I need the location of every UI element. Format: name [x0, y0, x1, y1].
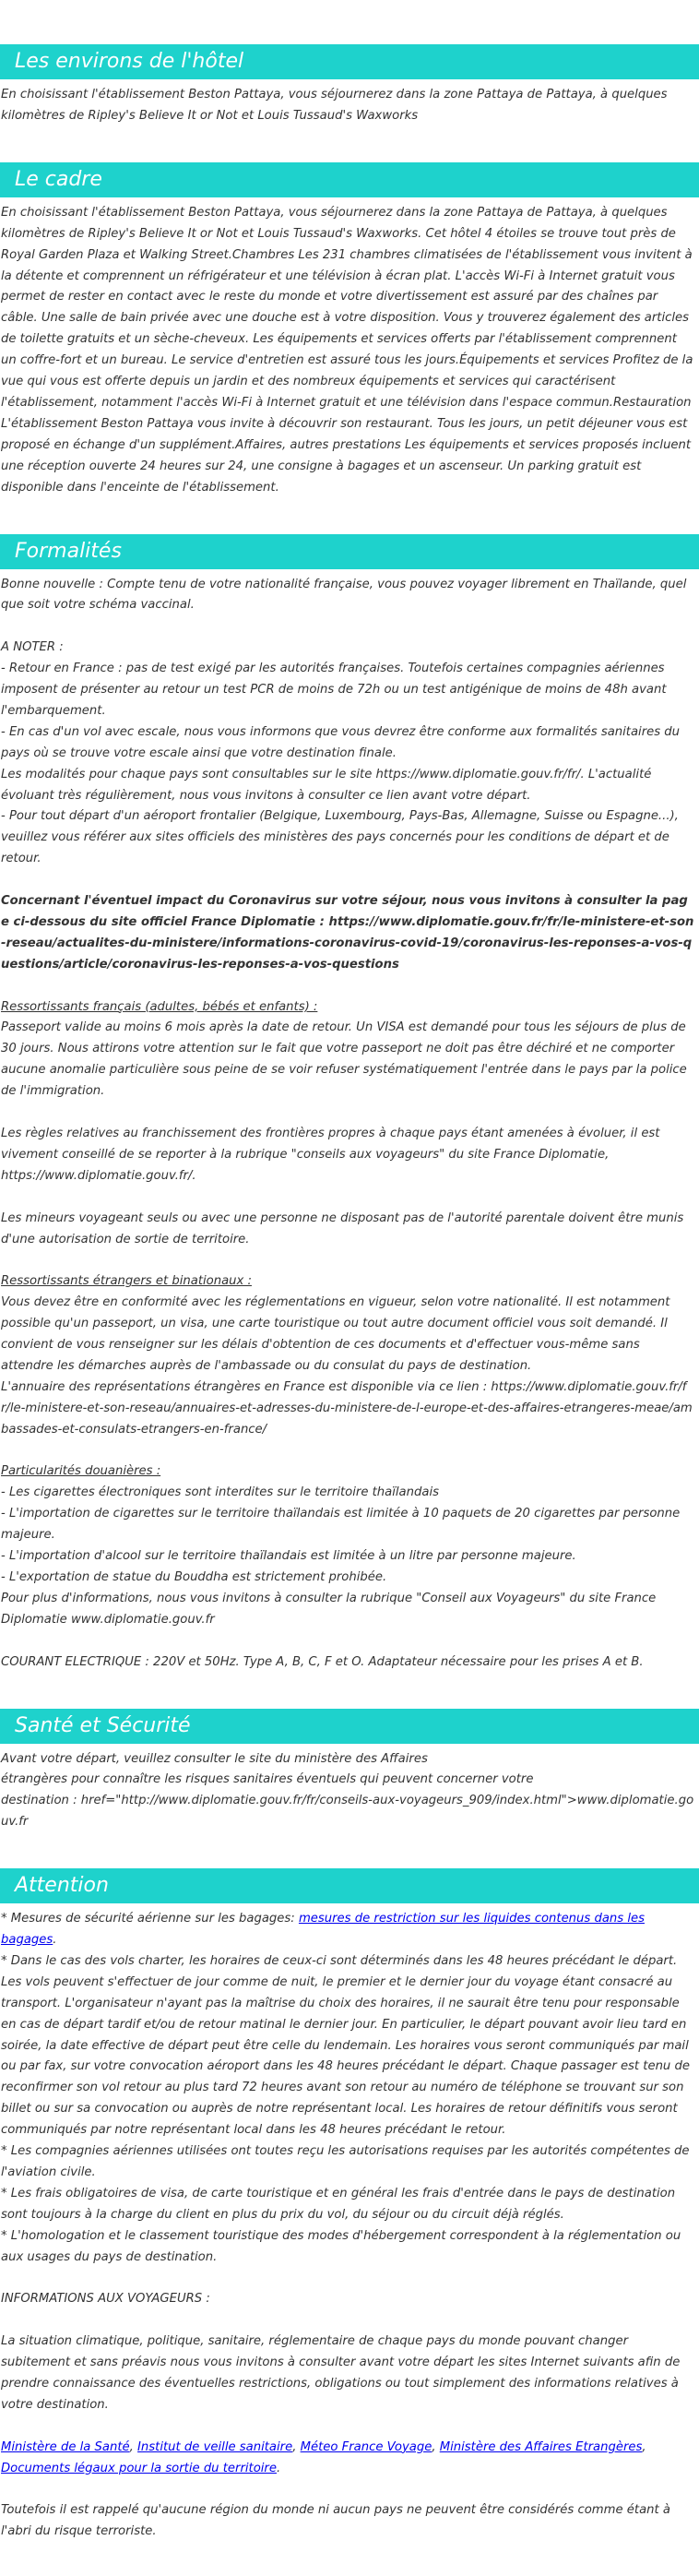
minors-text: Les mineurs voyageant seuls ou avec une personne ne disposant pas de l'autorité parentale doivent être munis d'une autorisation de sortie de territoire.: [1, 1210, 684, 1246]
section-title-cadre: Le cadre: [0, 162, 699, 197]
customs-line: - L'exportation de statue du Bouddha est strictement prohibée.: [1, 1569, 387, 1584]
section-environs: [0, 44, 699, 127]
environs-text: En choisissant l'établissement Beston Pattaya, vous séjournerez dans la zone Pattaya de Pattaya, à quelques kilomètres de Ripley's Believe It or Not et Louis Tussaud's Waxworks: [1, 88, 668, 123]
link-documents-legaux[interactable]: Documents légaux pour la sortie du territoire: [1, 2461, 277, 2475]
covid-notice: Concernant l'éventuel impact du Coronavirus sur votre séjour, nous vous invitons à consulter la page ci-dessous du site officiel France Diplomatie : https://www.diplomatie.gouv.fr/fr/le-ministere-et-son-reseau/actualites-du-ministere/informations-coronavirus-covid-19/coronavirus-les-reponses-a-vos-questions/article/coronavirus-les-reponses-a-vos-questions: [1, 894, 694, 972]
customs-line: - L'importation d'alcool sur le territoire thaïlandais est limitée à un litre par personne majeure.: [1, 1549, 576, 1564]
formalites-intro: Bonne nouvelle : Compte tenu de votre nationalité française, vous pouvez voyager librement en Thaïlande, quel que soit votre schéma vaccinal.: [1, 577, 687, 613]
official-links: Ministère de la Santé, Institut de veille sanitaire, Méteo France Voyage, Ministère des Affaires Etrangères, Documents légaux pour la sortie du territoire.: [1, 2439, 646, 2475]
sante-line: Avant votre départ, veuillez consulter le site du ministère des Affaires: [1, 1751, 428, 1766]
liquids-restriction-link[interactable]: mesures de restriction sur les liquides contenus dans les bagages: [1, 1912, 645, 1948]
customs-line: - Les cigarettes électroniques sont interdites sur le territoire thaïlandais: [1, 1485, 439, 1500]
french-nationals-text: Passeport valide au moins 6 mois après la date de retour. Un VISA est demandé pour tous les séjours de plus de 30 jours. Nous attirons votre attention sur le fait que votre passeport ne doit pas être déchiré et ne comporter aucune anomalie particulière sous peine de se voir refuser systématiquement l'entrée dans le pays par la police de l'immigration.: [1, 1020, 687, 1099]
customs-line: - L'importation de cigarettes sur le territoire thaïlandais est limitée à 10 paquets de 20 cigarettes par personne majeure.: [1, 1507, 681, 1543]
french-nationals-heading: Ressortissants français (adultes, bébés et enfants) :: [1, 999, 318, 1014]
homologation-text: * L'homologation et le classement touristique des modes d'hébergement correspondent à la réglementation ou aux usages du pays de destination.: [1, 2228, 681, 2264]
cadre-text: En choisissant l'établissement Beston Pattaya, vous séjournerez dans la zone Pattaya de Pattaya, à quelques kilomètres de Ripley's Believe It or Not et Louis Tussaud's Waxworks. Cet hôtel 4 étoiles se trouve tout près de Royal Garden Plaza et Walking Street.Chambres Les 231 chambres climatisées de l'établissement vous invitent à la détente et comprennent un réfrigérateur et une télévision à écran plat. L'accès Wi-Fi à Internet gratuit vous permet de rester en contact avec le reste du monde et votre divertissement est assuré par des chaînes par câble. Une salle de bain privée avec une douche est à votre disposition. Vous y trouverez également des articles de toilette gratuits et un sèche-cheveux. Les équipements et services offerts par l'établissement comprennent un coffre-fort et un bureau. Le service d'entretien est assuré tous les jours.Équipements et services Profitez de la vue qui vous est offerte depuis un jardin et des nombreux équipements et services qui caractérisent l'établissement, notamment l'accès Wi-Fi à Internet gratuit et une télévision dans l'espace commun.Restauration L'établissement Beston Pattaya vous invite à découvrir son restaurant. Tous les jours, un petit déjeuner vous est proposé en échange d'un supplément.Affaires, autres prestations Les équipements et services proposés incluent une réception ouverte 24 heures sur 24, une consigne à bagages et un ascenseur. Un parking gratuit est disponible dans l'enceinte de l'établissement.: [1, 205, 693, 495]
note-line: - Pour tout départ d'un aéroport frontalier (Belgique, Luxembourg, Pays-Bas, Allemagne, Suisse ou Espagne...), veuillez vous référer aux sites officiels des ministères des pays concernés pour les conditions de départ et de retour.: [1, 809, 679, 866]
terrorism-risk-text: Toutefois il est rappelé qu'aucune région du monde ni aucun pays ne peuvent être considérés comme étant à l'abri du risque terroriste.: [1, 2503, 670, 2539]
note-heading: A NOTER :: [1, 640, 64, 655]
section-cadre: [0, 162, 699, 499]
section-title-attention: Attention: [0, 1868, 699, 1903]
note-line: Les modalités pour chaque pays sont consultables sur le site https://www.diplomatie.gouv.fr/fr/. L'actualité évoluant très régulièrement, nous vous invitons à consulter ce lien avant votre départ.: [1, 767, 652, 803]
customs-line: Pour plus d'informations, nous vous invitons à consulter la rubrique "Conseil aux Voyageurs" du site France Diplomatie www.diplomatie.gouv.fr: [1, 1591, 657, 1627]
sante-line: destination : href="http://www.diplomatie.gouv.fr/fr/conseils-aux-voyageurs_909/index.html">www.diplomatie.gouv.fr: [1, 1794, 694, 1830]
section-title-environs: Les environs de l'hôtel: [0, 44, 699, 79]
note-line: - En cas d'un vol avec escale, nous vous informons que vous devrez être conforme aux formalités sanitaires du pays où se trouve votre escale ainsi que votre destination finale.: [1, 724, 681, 760]
link-ministere-sante[interactable]: Ministère de la Santé: [1, 2439, 130, 2454]
link-affaires-etrangeres[interactable]: Ministère des Affaires Etrangères: [439, 2439, 643, 2454]
baggage-measures: [1, 1909, 695, 1951]
section-formalites: [0, 534, 699, 1674]
traveler-info-heading: INFORMATIONS AUX VOYAGEURS :: [1, 2292, 210, 2307]
sante-line: étrangères pour connaître les risques sanitaires éventuels qui peuvent concerner votre: [1, 1772, 534, 1787]
section-sante: [0, 1709, 699, 1834]
charter-text: * Dans le cas des vols charter, les horaires de ceux-ci sont déterminés dans les 48 heures précédant le départ. Les vols peuvent s'effectuer de jour comme de nuit, le premier et le dernier jour du voyage étant consacré au transport. L'organisateur n'ayant pas la maîtrise du choix des horaires, il ne saurait être tenu pour responsable en cas de départ tardif et/ou de retour matinal le dernier jour. En particulier, le départ pouvant avoir lieu tard en soirée, la date effective de départ peut être celle du lendemain. Les horaires vous seront communiqués par mail ou par fax, sur votre convocation aéroport dans les 48 heures précédant le départ. Chaque passager est tenu de reconfirmer son vol retour au plus tard 72 heures avant son retour au numéro de téléphone se trouvant sur son billet ou sur sa convocation ou auprès de notre représentant local. Les horaires de retour définitifs vous seront communiqués par notre représentant local dans les 48 heures précédant le retour.: [1, 1953, 690, 2138]
airlines-text: * Les compagnies aériennes utilisées ont toutes reçu les autorisations requises par les autorités compétentes de l'aviation civile.: [1, 2144, 690, 2179]
fees-text: * Les frais obligatoires de visa, de carte touristique et en général les frais d'entrée dans le pays de destination sont toujours à la charge du client en plus du prix du vol, du séjour ou du circuit déjà réglés.: [1, 2186, 676, 2222]
note-line: - Retour en France : pas de test exigé par les autorités françaises. Toutefois certaines compagnies aériennes imposent de présenter au retour un test PCR de moins de 72h ou un test antigénique de moins de 48h avant l'embarquement.: [1, 662, 667, 718]
section-attention: [0, 1868, 699, 2543]
border-rules-text: Les règles relatives au franchissement des frontières propres à chaque pays étant amenées à évoluer, il est vivement conseillé de se reporter à la rubrique "conseils aux voyageurs" du site France Diplomatie, https://www.diplomatie.gouv.fr/.: [1, 1127, 660, 1183]
electric-info: COURANT ELECTRIQUE : 220V et 50Hz. Type A, B, C, F et O. Adaptateur nécessaire pour les prises A et B.: [1, 1654, 644, 1669]
section-title-formalites: Formalités: [0, 534, 699, 569]
baggage-prefix: * Mesures de sécurité aérienne sur les bagages:: [1, 1912, 299, 1926]
baggage-suffix: .: [53, 1933, 57, 1948]
foreign-nationals-text: Vous devez être en conformité avec les réglementations en vigueur, selon votre nationalité. Il est notamment possible qu'un passeport, un visa, une carte touristique ou tout autre document officiel vous soit demandé. Il convient de vous renseigner sur les délais d'obtention de ces documents et d'effectuer vous-même sans attendre les démarches auprès de l'ambassade ou du consulat du pays de destination.: [1, 1295, 670, 1373]
section-title-sante: Santé et Sécurité: [0, 1709, 699, 1744]
customs-heading: Particularités douanières :: [1, 1464, 161, 1479]
link-meteo-france[interactable]: Méteo France Voyage: [300, 2439, 432, 2454]
link-veille-sanitaire[interactable]: Institut de veille sanitaire: [137, 2439, 293, 2454]
foreign-nationals-heading: Ressortissants étrangers et binationaux :: [1, 1274, 252, 1289]
traveler-info-text: La situation climatique, politique, sanitaire, réglementaire de chaque pays du monde pouvant changer subitement et sans préavis nous vous invitons à consulter avant votre départ les sites Internet suivants afin de prendre connaissance des éventuelles restrictions, obligations ou tout simplement des informations relatives à votre destination.: [1, 2334, 681, 2412]
embassy-directory-text: L'annuaire des représentations étrangères en France est disponible via ce lien : https://www.diplomatie.gouv.fr/fr/le-ministere-et-son-reseau/annuaires-et-adresses-du-ministere-de-l-europe-et-des-affaires-etrangeres-meae/ambassades-et-consulats-etrangers-en-france/: [1, 1379, 693, 1437]
